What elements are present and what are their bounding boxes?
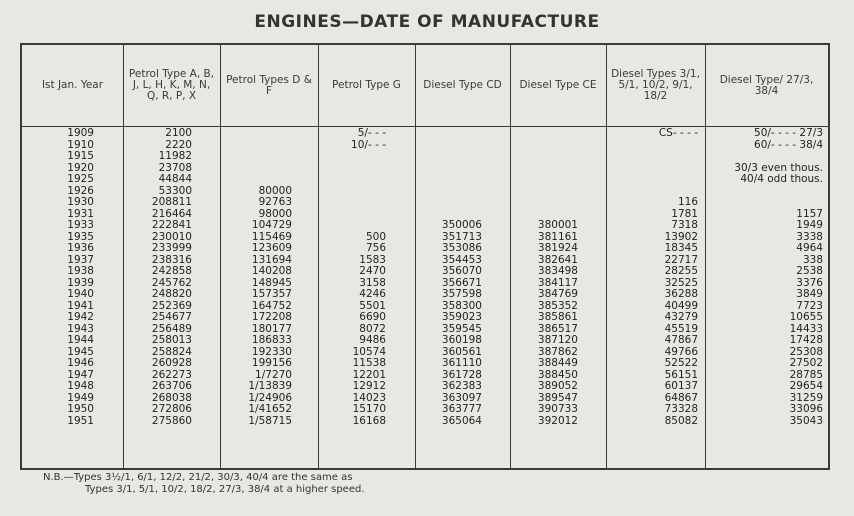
column-diesel-cd [418,127,482,427]
footnote [43,472,365,496]
column-diesel-ce [514,127,578,427]
table-cell: 73328 [664,403,698,415]
table-cell: 338 [802,253,823,266]
table-cell: 27502 [789,357,823,369]
table-cell [418,128,482,140]
table-cell: 29654 [789,380,823,392]
table-cell: 252369 [151,299,192,312]
table-cell: 360561 [441,345,482,358]
table-cell: 3338 [796,230,823,243]
column-divider [123,45,124,468]
table-cell: 1946 [67,357,94,369]
table-cell [418,140,482,152]
table-cell [322,163,386,175]
table-cell: 1949 [796,219,823,231]
table-cell: 359545 [441,322,482,335]
table-cell: 192330 [251,345,292,358]
table-cell: 11538 [352,357,386,369]
table-cell: 36288 [664,288,698,300]
table-cell: 1781 [671,207,698,220]
table-cell: 357598 [441,288,482,300]
table-cell: 47867 [664,334,698,346]
table-cell: 388450 [537,368,578,381]
table-cell [514,151,578,163]
table-cell: 32525 [664,276,698,289]
column-petrol-df [222,127,292,427]
table-cell: 53300 [158,184,192,197]
table-cell: 1915 [67,150,94,162]
table-cell: 60137 [664,380,698,392]
table-cell: 262273 [151,368,192,381]
column-diesel-types [610,127,698,427]
column-divider [415,45,416,468]
table-cell: 56151 [664,368,698,381]
table-cell: 92763 [258,196,292,208]
table-cell [222,151,292,163]
table-cell: 384117 [537,276,578,289]
table-cell [707,197,823,209]
column-diesel-type [707,127,823,427]
table-cell: 275860 [151,414,192,427]
table-cell: 245762 [151,276,192,289]
table-cell: 208811 [151,196,192,208]
table-cell: 254677 [151,311,192,323]
table-cell: 2220 [165,138,192,151]
table-cell [514,174,578,186]
table-cell: 1937 [67,253,94,266]
header-petrol-a: Petrol Type A, B, J, L, H, K, M, N, Q, R, P, X [128,68,215,102]
table-cell: 1941 [67,299,94,312]
table-cell: 1950 [67,403,94,415]
table-cell: 248820 [151,288,192,300]
table-cell: 115469 [251,230,292,243]
table-cell: 238316 [151,253,192,266]
table-cell: 362383 [441,380,482,392]
table-cell: 1925 [67,173,94,185]
header-diesel-types: Diesel Types 3/1, 5/1, 10/2, 9/1, 18/2 [611,68,700,102]
column-year [52,127,94,427]
table-cell: 172208 [251,311,292,323]
column-divider [318,45,319,468]
table-cell: 157357 [251,288,292,300]
table-cell: 1943 [67,322,94,335]
table-cell: 389547 [537,391,578,404]
footnote-line-1: N.B.—Types 3½/1, 6/1, 12/2, 21/2, 30/3, 40/4 are the same as [43,472,353,483]
table-cell: 28785 [789,368,823,381]
table-cell: 23708 [158,161,192,174]
column-divider [606,45,607,468]
table-cell: 180177 [251,322,292,335]
table-cell: 242858 [151,265,192,277]
table-cell: 15170 [352,403,386,415]
table-cell: 30/3 even thous. [734,161,823,174]
table-cell: 381161 [537,230,578,243]
table-cell: 60/- - - - 38/4 [754,138,823,151]
table-cell: 3849 [796,288,823,300]
table-cell: 44844 [158,173,192,185]
table-cell: 35043 [789,414,823,427]
table-cell: 12912 [352,380,386,392]
table-cell: 1/24906 [248,391,292,404]
table-cell: 16168 [352,414,386,427]
table-cell: 2100 [165,127,192,139]
table-cell [418,174,482,186]
table-cell: 1909 [67,127,94,139]
table-cell: 18345 [664,242,698,254]
table-cell: 216464 [151,207,192,220]
table-cell: 10/- - - [351,138,386,151]
table-cell: 186833 [251,334,292,346]
table-cell: 164752 [251,299,292,312]
table-cell: 365064 [441,414,482,427]
table-cell: 1944 [67,334,94,346]
table-cell: 1933 [67,219,94,231]
table-cell: 359023 [441,311,482,323]
table-cell: 1910 [67,138,94,151]
page-title: ENGINES—DATE OF MANUFACTURE [254,12,600,32]
column-petrol-a [126,127,192,427]
table-cell: 80000 [258,184,292,197]
table-header [22,45,828,127]
table-cell: 233999 [151,242,192,254]
table-cell: 272806 [151,403,192,415]
header-diesel-cd: Diesel Type CD [423,79,502,91]
footnote-line-2: Types 3/1, 5/1, 10/2, 18/2, 27/3, 38/4 at a higher speed. [85,484,365,495]
table-cell: 1942 [67,311,94,323]
table-cell [514,128,578,140]
table-cell: 1935 [67,230,94,243]
table-cell: 1947 [67,368,94,381]
table-cell: 1951 [67,414,94,427]
table-cell: 8072 [359,322,386,335]
table-cell [322,220,386,232]
table-cell: 354453 [441,253,482,266]
table-cell [222,174,292,186]
table-cell: 104729 [251,219,292,231]
table-cell: 222841 [151,219,192,231]
table-cell: 11982 [158,150,192,162]
table-cell: 388449 [537,357,578,369]
table-cell: 392012 [537,414,578,427]
table-cell [610,151,698,163]
table-cell: 353086 [441,242,482,254]
table-cell: 258824 [151,345,192,358]
header-year: Ist Jan. Year [41,79,104,91]
column-divider [220,45,221,468]
table-cell [418,151,482,163]
table-cell: 230010 [151,230,192,243]
header-petrol-g: Petrol Type G [332,79,401,91]
table-cell: 1583 [359,253,386,266]
table-cell: 358300 [441,299,482,312]
table-cell: 363097 [441,391,482,404]
table-cell [322,197,386,209]
table-cell: 40/4 odd thous. [740,173,823,185]
table-cell: 351713 [441,230,482,243]
table-cell: 356070 [441,265,482,277]
table-cell: 500 [365,230,386,243]
table-cell: 1931 [67,207,94,220]
header-diesel-type: Diesel Type/ 27/3, 38/4 [719,73,814,97]
table-cell: 6690 [359,311,386,323]
table-cell: 383498 [537,265,578,277]
table-cell: 14433 [789,322,823,335]
table-cell: 390733 [537,403,578,415]
table-cell: 1936 [67,242,94,254]
table-cell: 4246 [359,288,386,300]
table-cell: 1945 [67,345,94,358]
table-cell [610,140,698,152]
table-cell: 52522 [664,357,698,369]
table-cell: 1930 [67,196,94,208]
table-cell [514,186,578,198]
table-cell [418,163,482,175]
table-cell: 2470 [359,265,386,277]
table-cell: 263706 [151,380,192,392]
manufacture-table [20,43,830,470]
table-cell: 258013 [151,334,192,346]
table-cell [514,163,578,175]
table-cell: 1948 [67,380,94,392]
table-cell: 1939 [67,276,94,289]
table-cell: 389052 [537,380,578,392]
table-cell: 3158 [359,276,386,289]
table-cell: 31259 [789,391,823,404]
table-cell: 14023 [352,391,386,404]
table-cell: 1/13839 [248,380,292,392]
table-cell: 49766 [664,345,698,358]
table-cell: 5/- - - [357,127,386,139]
table-cell: 1157 [796,207,823,220]
table-cell: 1949 [67,391,94,404]
table-cell [707,186,823,198]
column-divider [510,45,511,468]
header-diesel-ce: Diesel Type CE [519,79,597,91]
table-cell: 140208 [251,265,292,277]
table-cell: 385352 [537,299,578,312]
table-cell: 9486 [359,334,386,346]
header-petrol-df: Petrol Types D & F [226,73,312,97]
table-cell: 361110 [441,357,482,369]
table-cell: 1/58715 [248,414,292,427]
table-cell: 25308 [789,345,823,358]
table-cell: 17428 [789,334,823,346]
table-cell [222,163,292,175]
table-cell: 386517 [537,322,578,335]
table-cell: 2538 [796,265,823,277]
table-cell [610,174,698,186]
table-cell: 10574 [352,345,386,358]
table-cell: 382641 [537,253,578,266]
table-cell [418,186,482,198]
table-cell: 28255 [664,265,698,277]
table-cell [322,151,386,163]
table-cell: 385861 [537,311,578,323]
table-cell: CS- - - - [658,127,698,139]
table-cell: 1/7270 [255,368,292,381]
table-cell [514,197,578,209]
table-cell: 116 [677,196,698,208]
table-cell: 199156 [251,357,292,369]
table-cell: 363777 [441,403,482,415]
table-cell: 45519 [664,322,698,335]
table-cell: 7318 [671,219,698,231]
table-cell [322,174,386,186]
table-cell: 3376 [796,276,823,289]
table-cell: 1920 [67,161,94,174]
table-cell: 256489 [151,322,192,335]
table-cell [610,163,698,175]
table-cell: 268038 [151,391,192,404]
table-cell: 148945 [251,276,292,289]
table-cell: 350006 [441,219,482,231]
table-cell [222,140,292,152]
table-cell [222,128,292,140]
table-cell: 1940 [67,288,94,300]
table-cell [322,209,386,221]
table-cell: 50/- - - - 27/3 [754,127,823,139]
table-cell: 1938 [67,265,94,277]
table-cell [514,140,578,152]
table-cell: 64867 [664,391,698,404]
table-cell: 380001 [537,219,578,231]
table-cell: 98000 [258,207,292,220]
table-cell: 7723 [796,299,823,312]
table-cell: 387862 [537,345,578,358]
table-cell: 123609 [251,242,292,254]
table-cell: 43279 [664,311,698,323]
table-cell: 4964 [796,242,823,254]
table-cell: 33096 [789,403,823,415]
table-cell: 1926 [67,184,94,197]
table-cell: 387120 [537,334,578,346]
table-cell [707,151,823,163]
table-cell: 5501 [359,299,386,312]
table-cell: 381924 [537,242,578,254]
table-cell: 360198 [441,334,482,346]
table-cell: 260928 [151,357,192,369]
table-cell: 12201 [352,368,386,381]
table-cell: 10655 [789,311,823,323]
table-cell: 131694 [251,253,292,266]
table-cell: 756 [365,242,386,254]
table-cell: 40499 [664,299,698,312]
table-cell: 13902 [664,230,698,243]
table-cell: 356671 [441,276,482,289]
table-cell [322,186,386,198]
table-cell: 85082 [664,414,698,427]
column-petrol-g [322,127,386,427]
table-cell: 22717 [664,253,698,266]
column-divider [705,45,706,468]
table-cell: 361728 [441,368,482,381]
table-cell: 384769 [537,288,578,300]
table-cell [418,197,482,209]
table-cell: 1/41652 [248,403,292,415]
